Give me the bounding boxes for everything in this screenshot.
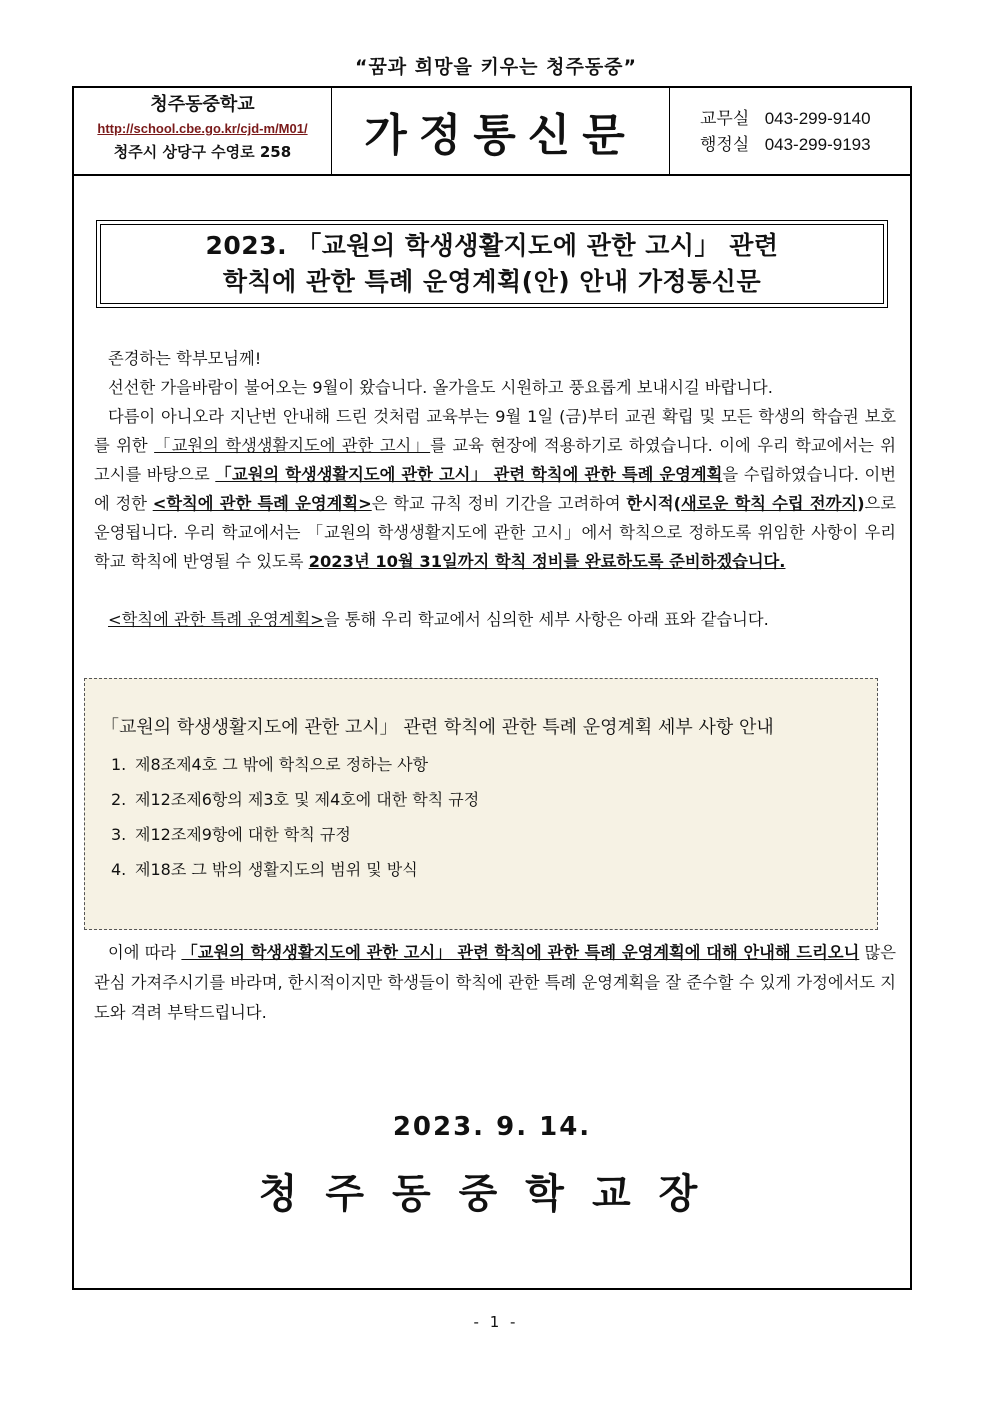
newsletter-title-cell	[332, 88, 670, 174]
school-info	[74, 88, 332, 174]
greeting: 존경하는 학부모님께!	[108, 349, 262, 368]
contact-info	[670, 88, 910, 174]
list-item: 2. 제12조제6항의 제3호 및 제4호에 대한 학칙 규정	[111, 790, 480, 809]
phone-number: 043-299-9140	[764, 109, 871, 128]
list-item: 4. 제18조 그 밖의 생활지도의 범위 및 방식	[111, 860, 418, 879]
list-item: 3. 제12조제9항에 대한 학칙 규정	[111, 825, 351, 844]
document-title-line2: 학칙에 관한 특례 운영계획(안) 안내 가정통신문	[222, 267, 762, 296]
phone-label: 교무실	[700, 109, 750, 129]
phone-number: 043-299-9193	[764, 135, 871, 154]
school-name: 청주동중학교	[150, 94, 255, 115]
document-frame	[72, 86, 912, 1290]
closing-paragraph: 이에 따라 「교원의 학생생활지도에 관한 고시」 관련 학칙에 관한 특례 운영계획에 대해 안내해 드리오니 많은 관심 가져주시기를 바라며, 한시적이지만 학생들이 학칙에 관한 특례 운영계획을 잘 준수할 수 있게 가정에서도 지도와 격려 부탁드립니다.	[94, 943, 897, 1022]
document-title-box	[96, 220, 888, 308]
document-title-line1: 2023. 「교원의 학생생활지도에 관한 고시」 관련	[205, 231, 779, 260]
list-item: 1. 제8조제4호 그 밖에 학칙으로 정하는 사항	[111, 755, 429, 774]
phone-label: 행정실	[700, 135, 750, 155]
paragraph-1: 선선한 가을바람이 불어오는 9월이 왔습니다. 올가을도 시원하고 풍요롭게 보내시길 바랍니다.	[108, 378, 773, 397]
phone-row-admin	[700, 132, 910, 158]
slogan: “꿈과 희망을 키우는 청주동중”	[354, 56, 638, 78]
school-url-link[interactable]: http://school.cbe.go.kr/cjd-m/M01/	[97, 121, 308, 136]
details-box	[84, 678, 878, 930]
letterhead	[74, 88, 910, 176]
issue-date: 2023. 9. 14.	[392, 1112, 592, 1142]
school-address: 청주시 상당구 수영로 258	[113, 143, 292, 161]
page-number: - 1 -	[473, 1313, 519, 1331]
principal-signature: 청주동중학교장	[258, 1170, 726, 1217]
details-heading: 「교원의 학생생활지도에 관한 고시」 관련 학칙에 관한 특례 운영계획 세부 사항 안내	[101, 717, 774, 738]
letter-body	[94, 344, 896, 634]
newsletter-title: 가정통신문	[364, 110, 637, 161]
paragraph-3: <학칙에 관한 특례 운영계획>을 통해 우리 학교에서 심의한 세부 사항은 아래 표와 같습니다.	[108, 610, 769, 629]
paragraph-2: 다름이 아니오라 지난번 안내해 드린 것처럼 교육부는 9월 1일 (금)부터 교권 확립 및 모든 학생의 학습권 보호를 위한 「교원의 학생생활지도에 관한 고시」를 교육 현장에 적용하기로 하였습니다. 이에 우리 학교에서는 위 고시를 바탕으로 「교원의 학생생활지도에 관한 고시」 관련 학칙에 관한 특례 운영계획을 수립하였습니다. 이번에 정한 <학칙에 관한 특례 운영계획>은 학교 규칙 정비 기간을 고려하여 한시적(새로운 학칙 수립 전까지)으로 운영됩니다. 우리 학교에서는 「교원의 학생생활지도에 관한 고시」에서 학칙으로 정하도록 위임한 사항이 우리 학교 학칙에 반영될 수 있도록 2023년 10월 31일까지 학칙 정비를 완료하도록 준비하겠습니다.	[94, 407, 897, 571]
phone-row-academic	[700, 106, 910, 132]
